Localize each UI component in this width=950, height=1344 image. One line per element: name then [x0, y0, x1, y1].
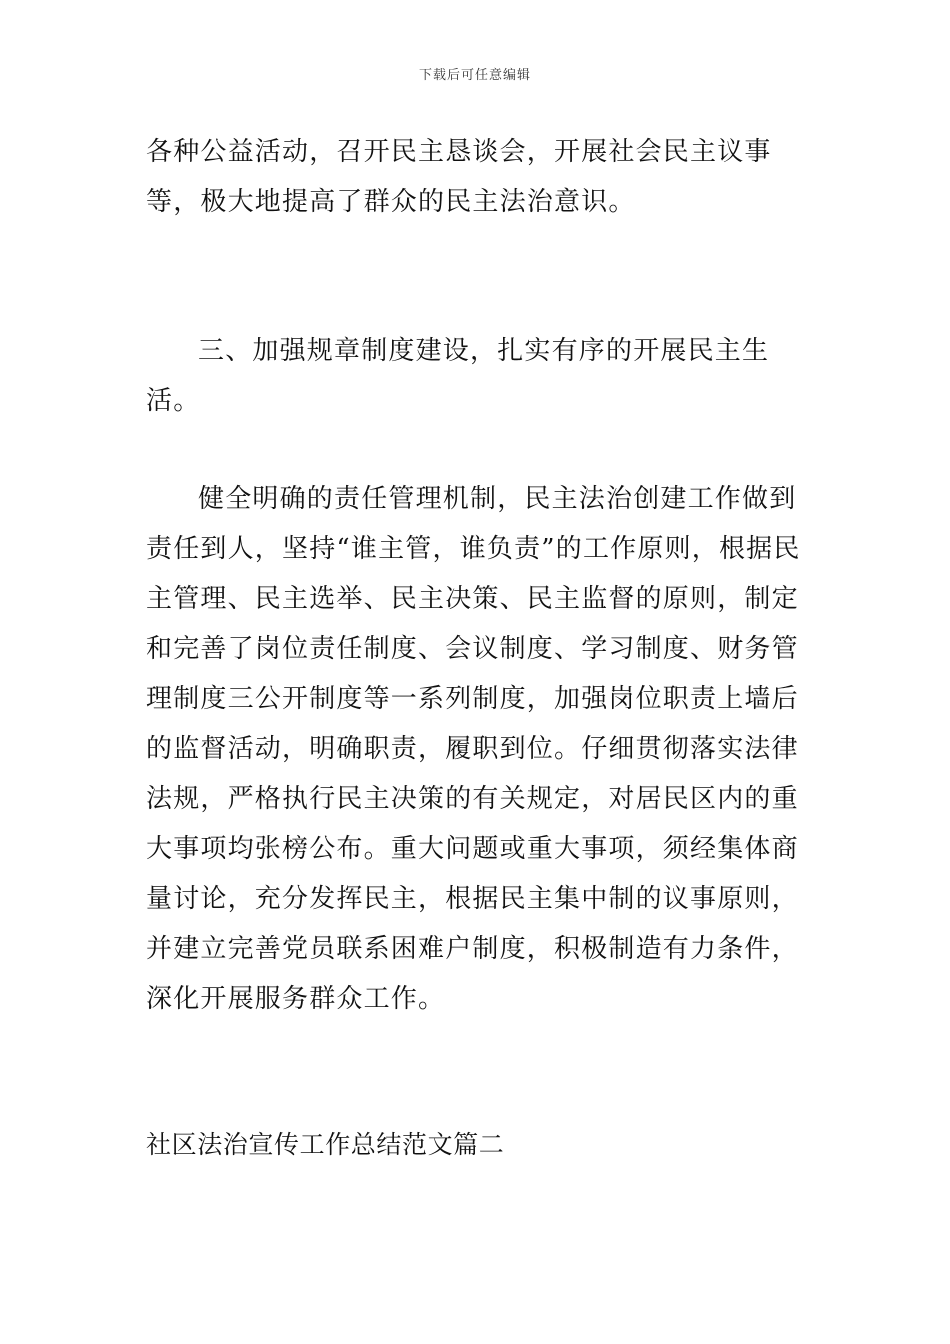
page-header-note: 下载后可任意编辑 [418, 68, 531, 83]
paragraph-2: 健全明确的责任管理机制，民主法治创建工作做到责任到人，坚持“谁主管，谁负责”的工作原则，根据民主管理、民主选举、民主决策、民主监督的原则，制定和完善了岗位责任制度、会议制度、学习制度、财务管理制度三公开制度等一系列制度，加强岗位职责上墙后的监督活动，明确职责，履职到位。仔细贯彻落实法律法规，严格执行民主决策的有关规定，对居民区内的重大事项均张榜公布。重大问题或重大事项，须经集体商量讨论，充分发挥民主，根据民主集中制的议事原则，并建立完善党员联系困难户制度，积极制造有力条件，深化开展服务群众工作。 [146, 484, 801, 1014]
section-title: 社区法治宣传工作总结范文篇二 [146, 1130, 505, 1159]
section-heading-3: 三、加强规章制度建设，扎实有序的开展民主生活。 [146, 336, 770, 416]
paragraph-1: 各种公益活动，召开民主恳谈会，开展社会民主议事等，极大地提高了群众的民主法治意识。 [146, 137, 772, 217]
